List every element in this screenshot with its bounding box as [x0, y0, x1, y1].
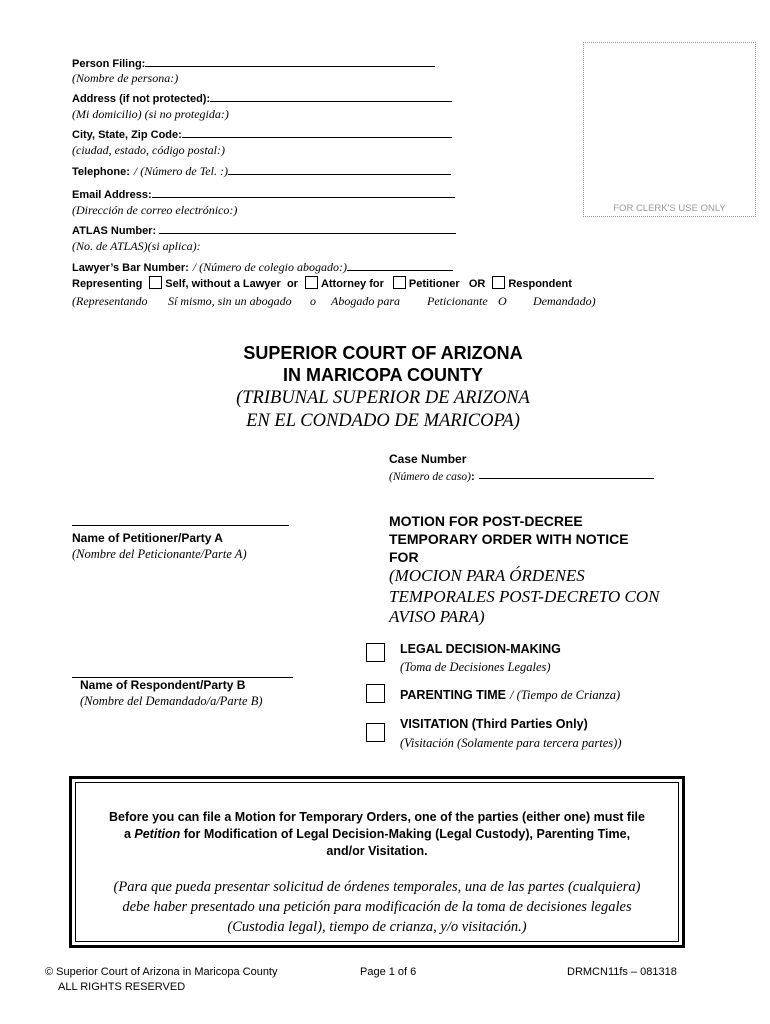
- address-field[interactable]: [210, 90, 452, 102]
- attorney-checkbox[interactable]: [305, 276, 318, 289]
- city-row: [72, 126, 452, 141]
- email-label: Email Address:: [72, 189, 152, 201]
- petitioner-checkbox[interactable]: [393, 276, 406, 289]
- city-label: City, State, Zip Code:: [72, 129, 182, 141]
- person-filing-es: (Nombre de persona:): [72, 71, 179, 85]
- case-number-row: [389, 467, 654, 485]
- address-row: [72, 90, 452, 105]
- court-title-es-line2: EN EL CONDADO DE MARICOPA): [246, 411, 520, 431]
- petitioner-label: Petitioner: [408, 278, 460, 290]
- person-filing-field[interactable]: [145, 55, 435, 67]
- atlas-label: ATLAS Number:: [72, 225, 157, 237]
- respondent-name-label: Name of Respondent/Party B: [80, 678, 246, 692]
- legal-decision-making-checkbox[interactable]: [366, 643, 385, 662]
- or-es: O: [498, 294, 507, 308]
- motion-title-es-2: TEMPORALES POST-DECRETO CON: [389, 587, 660, 606]
- address-label: Address (if not protected):: [72, 93, 211, 105]
- visitation-label: VISITATION (Third Parties Only): [400, 717, 588, 731]
- representing-row: [72, 276, 572, 290]
- visitation-checkbox[interactable]: [366, 723, 385, 742]
- self-checkbox[interactable]: [149, 276, 162, 289]
- self-es: Sí mismo, sin un abogado: [168, 294, 292, 308]
- or-label: or: [286, 278, 298, 290]
- notice-en-line2a: a: [123, 827, 135, 841]
- legal-decision-making-label: LEGAL DECISION-MAKING: [400, 642, 561, 656]
- address-es: (Mi domicilio) (si no protegida:): [72, 107, 229, 121]
- motion-title-en-1: MOTION FOR POST-DECREE: [389, 513, 583, 529]
- footer-page-number: Page 1 of 6: [360, 966, 417, 978]
- court-title-line2: IN MARICOPA COUNTY: [283, 365, 483, 385]
- motion-title-en-2: TEMPORARY ORDER WITH NOTICE: [389, 531, 629, 547]
- person-filing-label: Person Filing:: [72, 58, 146, 70]
- notice-es-line2: debe haber presentado una petición para modificación de la toma de decisiones legales: [122, 899, 632, 915]
- representing-es: (Representando: [72, 294, 148, 308]
- telephone-row: [72, 162, 451, 180]
- petitioner-es: Peticionante: [427, 294, 488, 308]
- notice-box: [69, 776, 685, 948]
- petitioner-name-line[interactable]: [72, 525, 289, 526]
- case-number-es: (Número de caso): [389, 471, 471, 483]
- notice-es-line1: (Para que pueda presentar solicitud de órdenes temporales, una de las partes (cualquiera): [113, 879, 641, 895]
- footer-copyright: © Superior Court of Arizona in Maricopa County: [45, 966, 278, 978]
- telephone-field[interactable]: [228, 163, 451, 175]
- city-es: (ciudad, estado, código postal:): [72, 143, 225, 157]
- footer-rights: ALL RIGHTS RESERVED: [58, 981, 186, 993]
- attorney-label: Attorney for: [320, 278, 384, 290]
- respondent-label: Respondent: [508, 278, 572, 290]
- footer-form-id: DRMCN11fs – 081318: [567, 966, 677, 978]
- representing-label: Representing: [72, 278, 143, 290]
- notice-inner-border: [75, 782, 679, 942]
- representing-es-row: [72, 294, 612, 310]
- notice-en-line2: [76, 826, 678, 843]
- person-filing-row: [72, 55, 435, 70]
- attorney-es: Abogado para: [331, 294, 400, 308]
- bar-number-label: Lawyer’s Bar Number:: [72, 262, 189, 274]
- self-label: Self, without a Lawyer: [165, 278, 281, 290]
- visitation-es: (Visitación (Solamente para tercera partes)): [400, 736, 622, 750]
- o-es: o: [310, 294, 316, 308]
- or-caps-label: OR: [468, 278, 486, 290]
- clerk-use-box: [583, 42, 756, 217]
- court-title-es-line1: (TRIBUNAL SUPERIOR DE ARIZONA: [236, 388, 530, 408]
- case-number-label: Case Number: [389, 452, 467, 466]
- parenting-time-label: PARENTING TIME: [400, 688, 507, 702]
- notice-english: [76, 809, 678, 860]
- email-row: [72, 186, 455, 201]
- parenting-time-es: / (Tiempo de Crianza): [510, 688, 621, 702]
- notice-es-line3: (Custodia legal), tiempo de crianza, y/o visitación.): [227, 919, 527, 935]
- notice-petition-word: Petition: [134, 827, 181, 841]
- court-title-line1: SUPERIOR COURT OF ARIZONA: [243, 343, 523, 363]
- notice-en-line3: and/or Visitation.: [326, 844, 428, 858]
- bar-number-field[interactable]: [347, 259, 453, 271]
- clerk-use-label: FOR CLERK'S USE ONLY: [613, 203, 726, 214]
- parenting-time-checkbox[interactable]: [366, 684, 385, 703]
- atlas-field[interactable]: [159, 222, 456, 234]
- petitioner-name-label: Name of Petitioner/Party A: [72, 531, 223, 545]
- case-number-colon: :: [470, 471, 475, 483]
- bar-number-row: [72, 258, 453, 276]
- motion-title-es-1: (MOCION PARA ÓRDENES: [389, 566, 585, 585]
- parenting-time-row: [400, 686, 620, 704]
- respondent-es: Demandado): [533, 294, 596, 308]
- respondent-name-es: (Nombre del Demandado/a/Parte B): [80, 694, 263, 708]
- case-number-field[interactable]: [479, 467, 654, 479]
- atlas-row: [72, 222, 456, 237]
- legal-decision-making-es: (Toma de Decisiones Legales): [400, 660, 551, 674]
- bar-number-es: / (Número de colegio abogado:): [192, 260, 347, 274]
- notice-en-line2c: for Modification of Legal Decision-Making (Legal Custody), Parenting Time,: [180, 827, 631, 841]
- motion-title-es-3: AVISO PARA): [389, 607, 485, 626]
- city-field[interactable]: [182, 126, 452, 138]
- motion-title-en-3: FOR: [389, 549, 419, 565]
- notice-spanish: [76, 877, 678, 937]
- notice-en-line1: Before you can file a Motion for Temporary Orders, one of the parties (either one) must file: [109, 810, 645, 824]
- atlas-es: (No. de ATLAS)(si aplica):: [72, 239, 201, 253]
- email-field[interactable]: [152, 186, 455, 198]
- petitioner-name-es: (Nombre del Peticionante/Parte A): [72, 547, 247, 561]
- telephone-label: Telephone:: [72, 166, 130, 178]
- email-es: (Dirección de correo electrónico:): [72, 203, 238, 217]
- respondent-checkbox[interactable]: [492, 276, 505, 289]
- telephone-es: / (Número de Tel. :): [133, 164, 228, 178]
